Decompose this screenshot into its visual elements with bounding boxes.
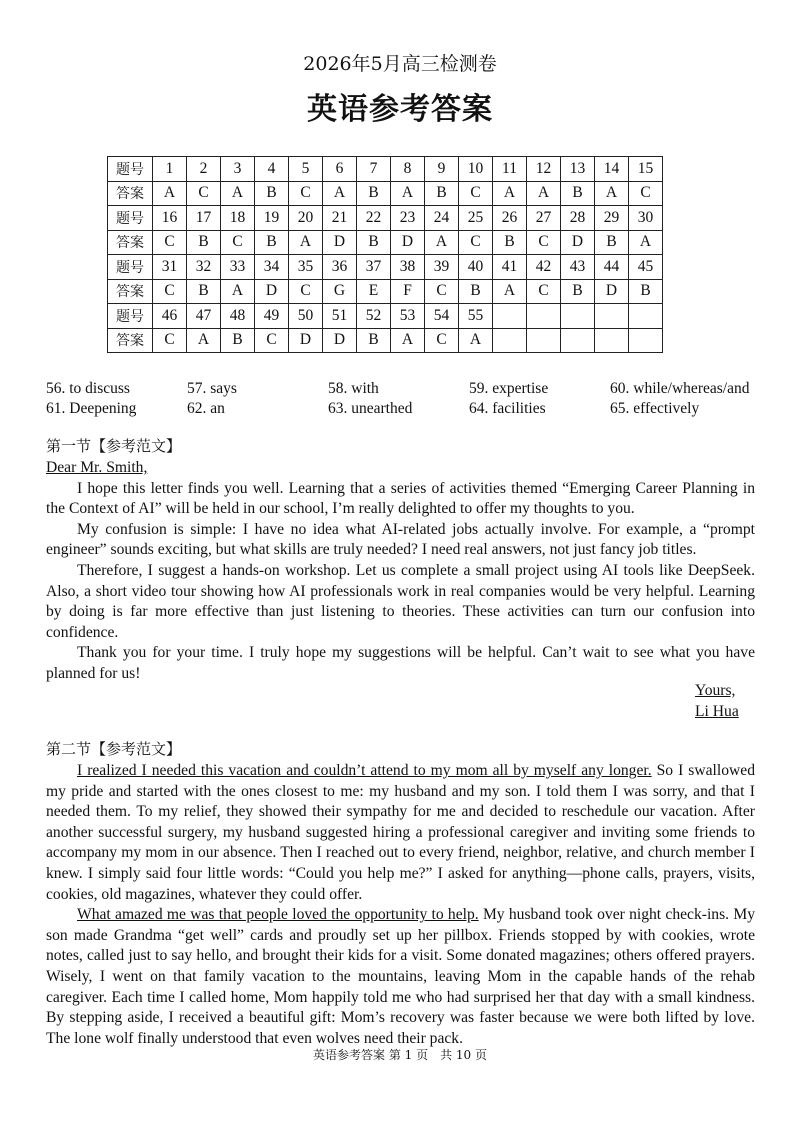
- letter-salutation: Dear Mr. Smith,: [46, 459, 148, 476]
- answer-cell: A: [289, 230, 323, 255]
- question-number-cell: 15: [629, 157, 663, 182]
- section1-letter: [46, 458, 755, 685]
- question-number-row: [108, 206, 663, 231]
- answer-cell: C: [153, 279, 187, 304]
- letter-signature: Li Hua: [695, 702, 739, 720]
- answer-cell: D: [595, 279, 629, 304]
- answer-cell: C: [459, 181, 493, 206]
- answer-cell: C: [255, 328, 289, 353]
- answer-row: [108, 279, 663, 304]
- document-title: 英语参考答案: [307, 92, 493, 127]
- answer-cell: A: [425, 230, 459, 255]
- blank-answer: 59. expertise: [469, 380, 549, 397]
- question-number-cell: 8: [391, 157, 425, 182]
- question-number-cell: [493, 304, 527, 329]
- answer-cell: C: [153, 328, 187, 353]
- answer-cell: A: [391, 181, 425, 206]
- question-number-cell: 42: [527, 255, 561, 280]
- question-number-cell: 11: [493, 157, 527, 182]
- answer-cell: A: [187, 328, 221, 353]
- question-number-cell: 14: [595, 157, 629, 182]
- answer-cell: D: [323, 230, 357, 255]
- question-number-cell: 30: [629, 206, 663, 231]
- question-number-cell: [527, 304, 561, 329]
- question-number-cell: 16: [153, 206, 187, 231]
- answer-cell: B: [459, 279, 493, 304]
- page-footer: 英语参考答案 第 1 页 共 10 页: [313, 1048, 487, 1062]
- blank-answer: 57. says: [187, 380, 237, 397]
- answer-cell: B: [187, 230, 221, 255]
- answer-cell: D: [255, 279, 289, 304]
- answer-cell: B: [629, 279, 663, 304]
- answer-cell: B: [595, 230, 629, 255]
- answer-cell: B: [357, 230, 391, 255]
- answer-cell: A: [221, 181, 255, 206]
- question-number-cell: 24: [425, 206, 459, 231]
- question-number-cell: 45: [629, 255, 663, 280]
- letter-paragraph: Thank you for your time. I truly hope my suggestions will be helpful. Can’t wait to see what you have planned for us!: [46, 644, 755, 682]
- answer-cell: C: [459, 230, 493, 255]
- blank-answer: 58. with: [328, 380, 379, 397]
- answer-cell: A: [153, 181, 187, 206]
- letter-paragraph: My confusion is simple: I have no idea what AI-related jobs actually involve. For example, a “prompt engineer” sounds exciting, but what skills are truly needed? I need real answers, not just fancy job titles.: [46, 520, 755, 559]
- answer-cell: B: [255, 181, 289, 206]
- question-number-cell: 5: [289, 157, 323, 182]
- question-number-cell: 17: [187, 206, 221, 231]
- question-number-cell: 50: [289, 304, 323, 329]
- question-number-cell: 6: [323, 157, 357, 182]
- question-number-cell: 28: [561, 206, 595, 231]
- blank-answer: 56. to discuss: [46, 380, 130, 397]
- essay-paragraph: What amazed me was that people loved the opportunity to help. My husband took over night check-ins. My son made Grandma “get well” cards and proudly set up her pillbox. Friends stopped by with cookies, wrote notes, called just to say hello, and brought their kids for a visit. Some donated magazines; others offered prayers. Wisely, I went on that family vacation to the mountains, leaving Mom in the capable hands of the rehab caregiver. Each time I called home, Mom happily told me who had surprised her that day with a small kindness. By stepping aside, I received a beautiful gift: Mom’s recovery was faster because we were both lifted by love. The lone wolf finally understood that even wolves need their pack.: [46, 906, 755, 1047]
- question-number-cell: 38: [391, 255, 425, 280]
- question-number-cell: 22: [357, 206, 391, 231]
- question-number-cell: 23: [391, 206, 425, 231]
- answer-cell: B: [187, 279, 221, 304]
- answer-cell: C: [629, 181, 663, 206]
- question-number-cell: 33: [221, 255, 255, 280]
- essay-given-sentence: I realized I needed this vacation and couldn’t attend to my mom all by myself any longer.: [77, 762, 652, 779]
- blank-answer: 63. unearthed: [328, 400, 413, 417]
- question-number-cell: 31: [153, 255, 187, 280]
- answer-cell: C: [221, 230, 255, 255]
- question-number-cell: [595, 304, 629, 329]
- answer-cell: B: [493, 230, 527, 255]
- question-number-row: [108, 157, 663, 182]
- question-number-cell: 12: [527, 157, 561, 182]
- answer-cell: A: [221, 279, 255, 304]
- row-label: 题号: [108, 255, 153, 280]
- answer-cell: C: [527, 279, 561, 304]
- question-number-cell: 43: [561, 255, 595, 280]
- question-number-cell: 39: [425, 255, 459, 280]
- question-number-cell: 3: [221, 157, 255, 182]
- answer-cell: A: [629, 230, 663, 255]
- row-label: 答案: [108, 230, 153, 255]
- blank-answer: 64. facilities: [469, 400, 546, 417]
- answer-cell: [561, 328, 595, 353]
- question-number-cell: 47: [187, 304, 221, 329]
- answer-table: [107, 156, 663, 353]
- question-number-cell: 51: [323, 304, 357, 329]
- blank-answer: 61. Deepening: [46, 400, 137, 417]
- blank-answer: 62. an: [187, 400, 225, 417]
- fill-in-blanks-answers: [46, 379, 786, 419]
- question-number-cell: 27: [527, 206, 561, 231]
- essay-paragraph: I realized I needed this vacation and couldn’t attend to my mom all by myself any longer. So I swallowed my pride and started with the ones closest to me: my husband and my son. I told them I was sorry, and that I needed them. To my relief, they showed their sympathy for me and decided to reschedule our vacation. After another successful surgery, my husband suggested hiring a professional caregiver and inviting some friends to accompany my mom in our absence. Then I reached out to every friend, neighbor, relative, and church member I knew. I simply said four little words: “Could you help me?” I asked for anything—phone calls, prayers, visits, cookies, old magazines, whatever they could offer.: [46, 762, 755, 903]
- question-number-cell: 20: [289, 206, 323, 231]
- answer-cell: C: [425, 279, 459, 304]
- question-number-cell: 48: [221, 304, 255, 329]
- question-number-row: [108, 255, 663, 280]
- question-number-cell: 36: [323, 255, 357, 280]
- blank-answer: 60. while/whereas/and: [610, 380, 750, 397]
- answer-cell: G: [323, 279, 357, 304]
- question-number-cell: 46: [153, 304, 187, 329]
- question-number-cell: 2: [187, 157, 221, 182]
- answer-cell: F: [391, 279, 425, 304]
- answer-cell: B: [221, 328, 255, 353]
- question-number-cell: 40: [459, 255, 493, 280]
- question-number-cell: 21: [323, 206, 357, 231]
- row-label: 题号: [108, 206, 153, 231]
- row-label: 答案: [108, 279, 153, 304]
- question-number-cell: [629, 304, 663, 329]
- answer-row: [108, 328, 663, 353]
- answer-cell: E: [357, 279, 391, 304]
- blank-answer: 65. effectively: [610, 400, 700, 417]
- answer-cell: C: [425, 328, 459, 353]
- question-number-cell: 19: [255, 206, 289, 231]
- section1-heading: 第一节【参考范文】: [46, 437, 182, 455]
- row-label: 答案: [108, 328, 153, 353]
- question-number-cell: 25: [459, 206, 493, 231]
- question-number-cell: 37: [357, 255, 391, 280]
- answer-cell: D: [289, 328, 323, 353]
- answer-cell: C: [153, 230, 187, 255]
- fill-blanks-row: [46, 399, 786, 419]
- question-number-cell: 35: [289, 255, 323, 280]
- answer-cell: C: [187, 181, 221, 206]
- row-label: 答案: [108, 181, 153, 206]
- answer-cell: A: [493, 181, 527, 206]
- answer-cell: B: [255, 230, 289, 255]
- question-number-cell: 54: [425, 304, 459, 329]
- letter-signoff: [695, 681, 785, 722]
- row-label: 题号: [108, 157, 153, 182]
- answer-cell: A: [493, 279, 527, 304]
- question-number-cell: 10: [459, 157, 493, 182]
- question-number-cell: 9: [425, 157, 459, 182]
- answer-cell: C: [289, 279, 323, 304]
- question-number-cell: [561, 304, 595, 329]
- answer-cell: A: [595, 181, 629, 206]
- question-number-cell: 49: [255, 304, 289, 329]
- letter-closing: Yours,: [695, 682, 736, 699]
- answer-cell: B: [357, 328, 391, 353]
- answer-cell: D: [323, 328, 357, 353]
- essay-given-sentence: What amazed me was that people loved the opportunity to help.: [77, 906, 479, 924]
- fill-blanks-row: [46, 379, 786, 399]
- question-number-cell: 13: [561, 157, 595, 182]
- answer-cell: C: [527, 230, 561, 255]
- question-number-cell: 18: [221, 206, 255, 231]
- answer-row: [108, 181, 663, 206]
- row-label: 题号: [108, 304, 153, 329]
- answer-cell: D: [391, 230, 425, 255]
- answer-cell: A: [527, 181, 561, 206]
- question-number-cell: 4: [255, 157, 289, 182]
- question-number-cell: 29: [595, 206, 629, 231]
- letter-paragraph: Therefore, I suggest a hands-on workshop. Let us complete a small project using AI tools like DeepSeek. Also, a short video tour showing how AI professionals work in real companies would be very helpful. Learning by doing is far more effective than just listening to theories. These activities can turn our confusion into confidence.: [46, 561, 755, 641]
- question-number-cell: 34: [255, 255, 289, 280]
- question-number-cell: 1: [153, 157, 187, 182]
- answer-cell: B: [357, 181, 391, 206]
- answer-row: [108, 230, 663, 255]
- exam-title: 2026年5月高三检测卷: [303, 53, 497, 75]
- answer-cell: [527, 328, 561, 353]
- section2-essay: [46, 761, 755, 1049]
- question-number-cell: 26: [493, 206, 527, 231]
- answer-cell: [595, 328, 629, 353]
- answer-cell: [629, 328, 663, 353]
- question-number-cell: 52: [357, 304, 391, 329]
- question-number-cell: 32: [187, 255, 221, 280]
- section2-heading: 第二节【参考范文】: [46, 740, 182, 758]
- answer-cell: A: [323, 181, 357, 206]
- answer-cell: B: [561, 181, 595, 206]
- answer-cell: A: [459, 328, 493, 353]
- question-number-cell: 53: [391, 304, 425, 329]
- answer-cell: B: [561, 279, 595, 304]
- answer-cell: C: [289, 181, 323, 206]
- letter-paragraph: I hope this letter finds you well. Learning that a series of activities themed “Emerging Career Planning in the Context of AI” will be held in our school, I’m really delighted to offer my thoughts to you.: [46, 479, 755, 518]
- question-number-cell: 41: [493, 255, 527, 280]
- answer-cell: [493, 328, 527, 353]
- answer-cell: D: [561, 230, 595, 255]
- question-number-cell: 55: [459, 304, 493, 329]
- answer-cell: A: [391, 328, 425, 353]
- question-number-cell: 44: [595, 255, 629, 280]
- question-number-cell: 7: [357, 157, 391, 182]
- question-number-row: [108, 304, 663, 329]
- answer-cell: B: [425, 181, 459, 206]
